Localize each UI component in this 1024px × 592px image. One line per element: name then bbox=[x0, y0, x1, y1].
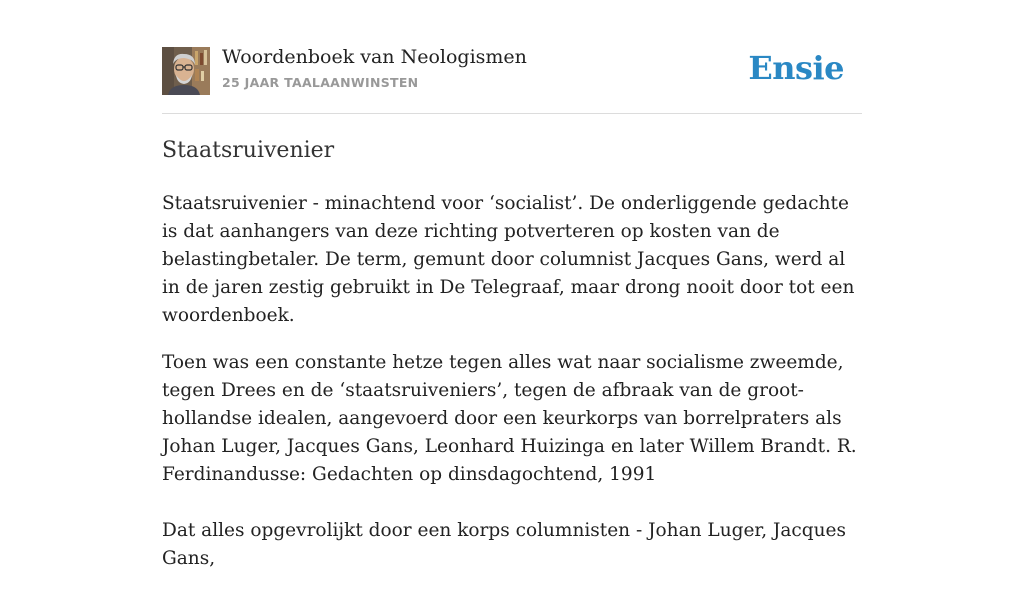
avatar-portrait-icon bbox=[162, 47, 210, 95]
article-paragraph: Staatsruivenier - minachtend voor ‘socialist’. De onderliggende gedachte is dat aanhangers van deze richting potverteren op kosten van de belastingbetaler. De term, gemunt door columnist Jacques Gans, werd al in de jaren zestig gebruikt in De Telegraaf, maar drong nooit door tot een woordenboek. bbox=[162, 193, 855, 326]
blog-subtitle: 25 JAAR TAALAANWINSTEN bbox=[222, 75, 419, 90]
blog-header bbox=[162, 0, 862, 114]
article-body bbox=[162, 190, 862, 592]
blog-title[interactable]: Woordenboek van Neologismen bbox=[222, 46, 527, 68]
article-paragraph: Toen was een constante hetze tegen alles wat naar socialisme zweemde, tegen Drees en de ‘staatsruiveniers’, tegen de afbraak van de groot-hollandse idealen, aangevoerd door een keurkorps van borrelpraters als Johan Luger, Jacques Gans, Leonhard Huizinga en later Willem Brandt. R. Ferdinandusse: Gedachten op dinsdagochtend, 1991 bbox=[162, 352, 857, 485]
author-avatar[interactable] bbox=[162, 47, 210, 95]
article-paragraph: Dat alles opgevrolijkt door een korps columnisten - Johan Luger, Jacques Gans, bbox=[162, 520, 846, 569]
page-container bbox=[162, 0, 862, 569]
article-title: Staatsruivenier bbox=[162, 138, 335, 163]
ensie-logo-link[interactable]: Ensie bbox=[748, 49, 844, 87]
